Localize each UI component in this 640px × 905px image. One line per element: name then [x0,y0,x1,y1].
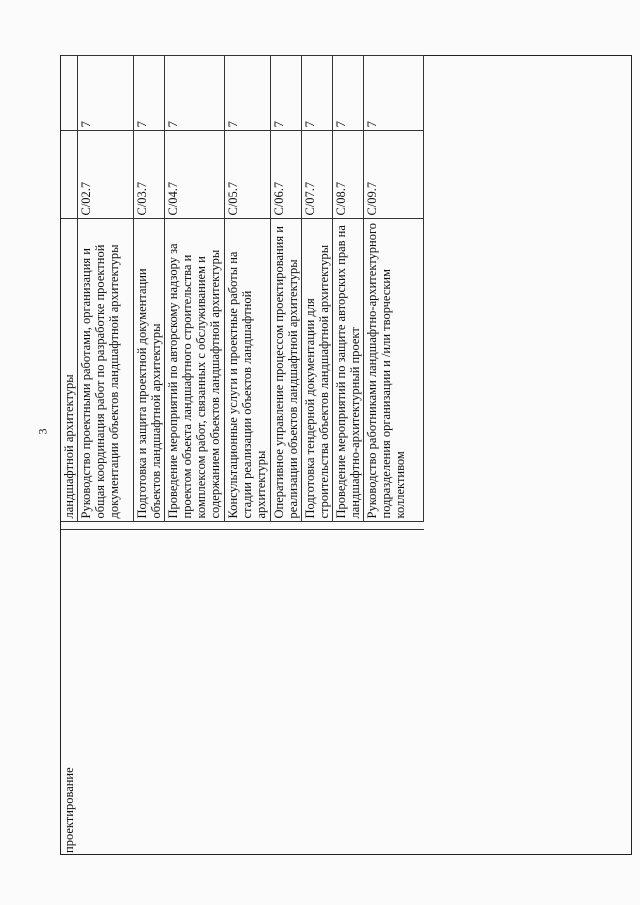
level-cell: 7 [302,56,333,131]
function-name-cell: Подготовка и защита проектной документации объектов ландшафтной архитектуры [134,219,165,522]
qualification-table [60,55,632,855]
level-cell: 7 [364,56,424,131]
function-name-cell: Руководство проектными работами, организация и общая координация работ по разработке проектной документации объектов ландшафтной архитектуры [78,219,134,522]
code-cell: C/03.7 [134,131,165,219]
function-name-cell: Проведение мероприятий по защите авторских прав на ландшафтно-архитектурный проект [333,219,364,522]
level-cell: 7 [165,56,225,131]
area-label: проектирование [62,767,76,853]
code-cell [61,131,78,219]
level-cell: 7 [271,56,302,131]
function-name-cell: Руководство работниками ландшафтно-архитектурного подразделения организации и /или творческим коллективом [364,219,424,522]
function-name-cell [61,219,78,522]
level-cell [61,56,78,131]
code-cell: C/06.7 [271,131,302,219]
function-grid [61,56,424,857]
level-cell: 7 [225,56,271,131]
code-cell: C/05.7 [225,131,271,219]
area-cell [61,530,424,856]
table-row [61,56,78,856]
level-cell: 7 [333,56,364,131]
level-cell: 7 [134,56,165,131]
function-name-cell: Проведение мероприятий по авторскому надзору за проектом объекта ландшафтного строительства и комплексом работ, связанных с обслуживанием и содержанием объектов ландшафтной архитектуры [165,219,225,522]
code-cell: C/04.7 [165,131,225,219]
intro-text: ландшафтной архитектуры [62,374,76,519]
code-cell: C/09.7 [364,131,424,219]
function-name-cell: Консультационные услуги и проектные работы на стадии реализации объектов ландшафтной архитектуры [225,219,271,522]
code-cell: C/08.7 [333,131,364,219]
code-cell: C/02.7 [78,131,134,219]
rotated-table-content [61,56,633,856]
function-name-cell: Подготовка тендерной документации для строительства объектов ландшафтной архитектуры [302,219,333,522]
spacer-column [61,522,424,530]
level-cell: 7 [78,56,134,131]
page-number: 3 [35,428,50,435]
function-name-cell: Оперативное управление процессом проектирования и реализации объектов ландшафтной архитектуры [271,219,302,522]
code-cell: C/07.7 [302,131,333,219]
